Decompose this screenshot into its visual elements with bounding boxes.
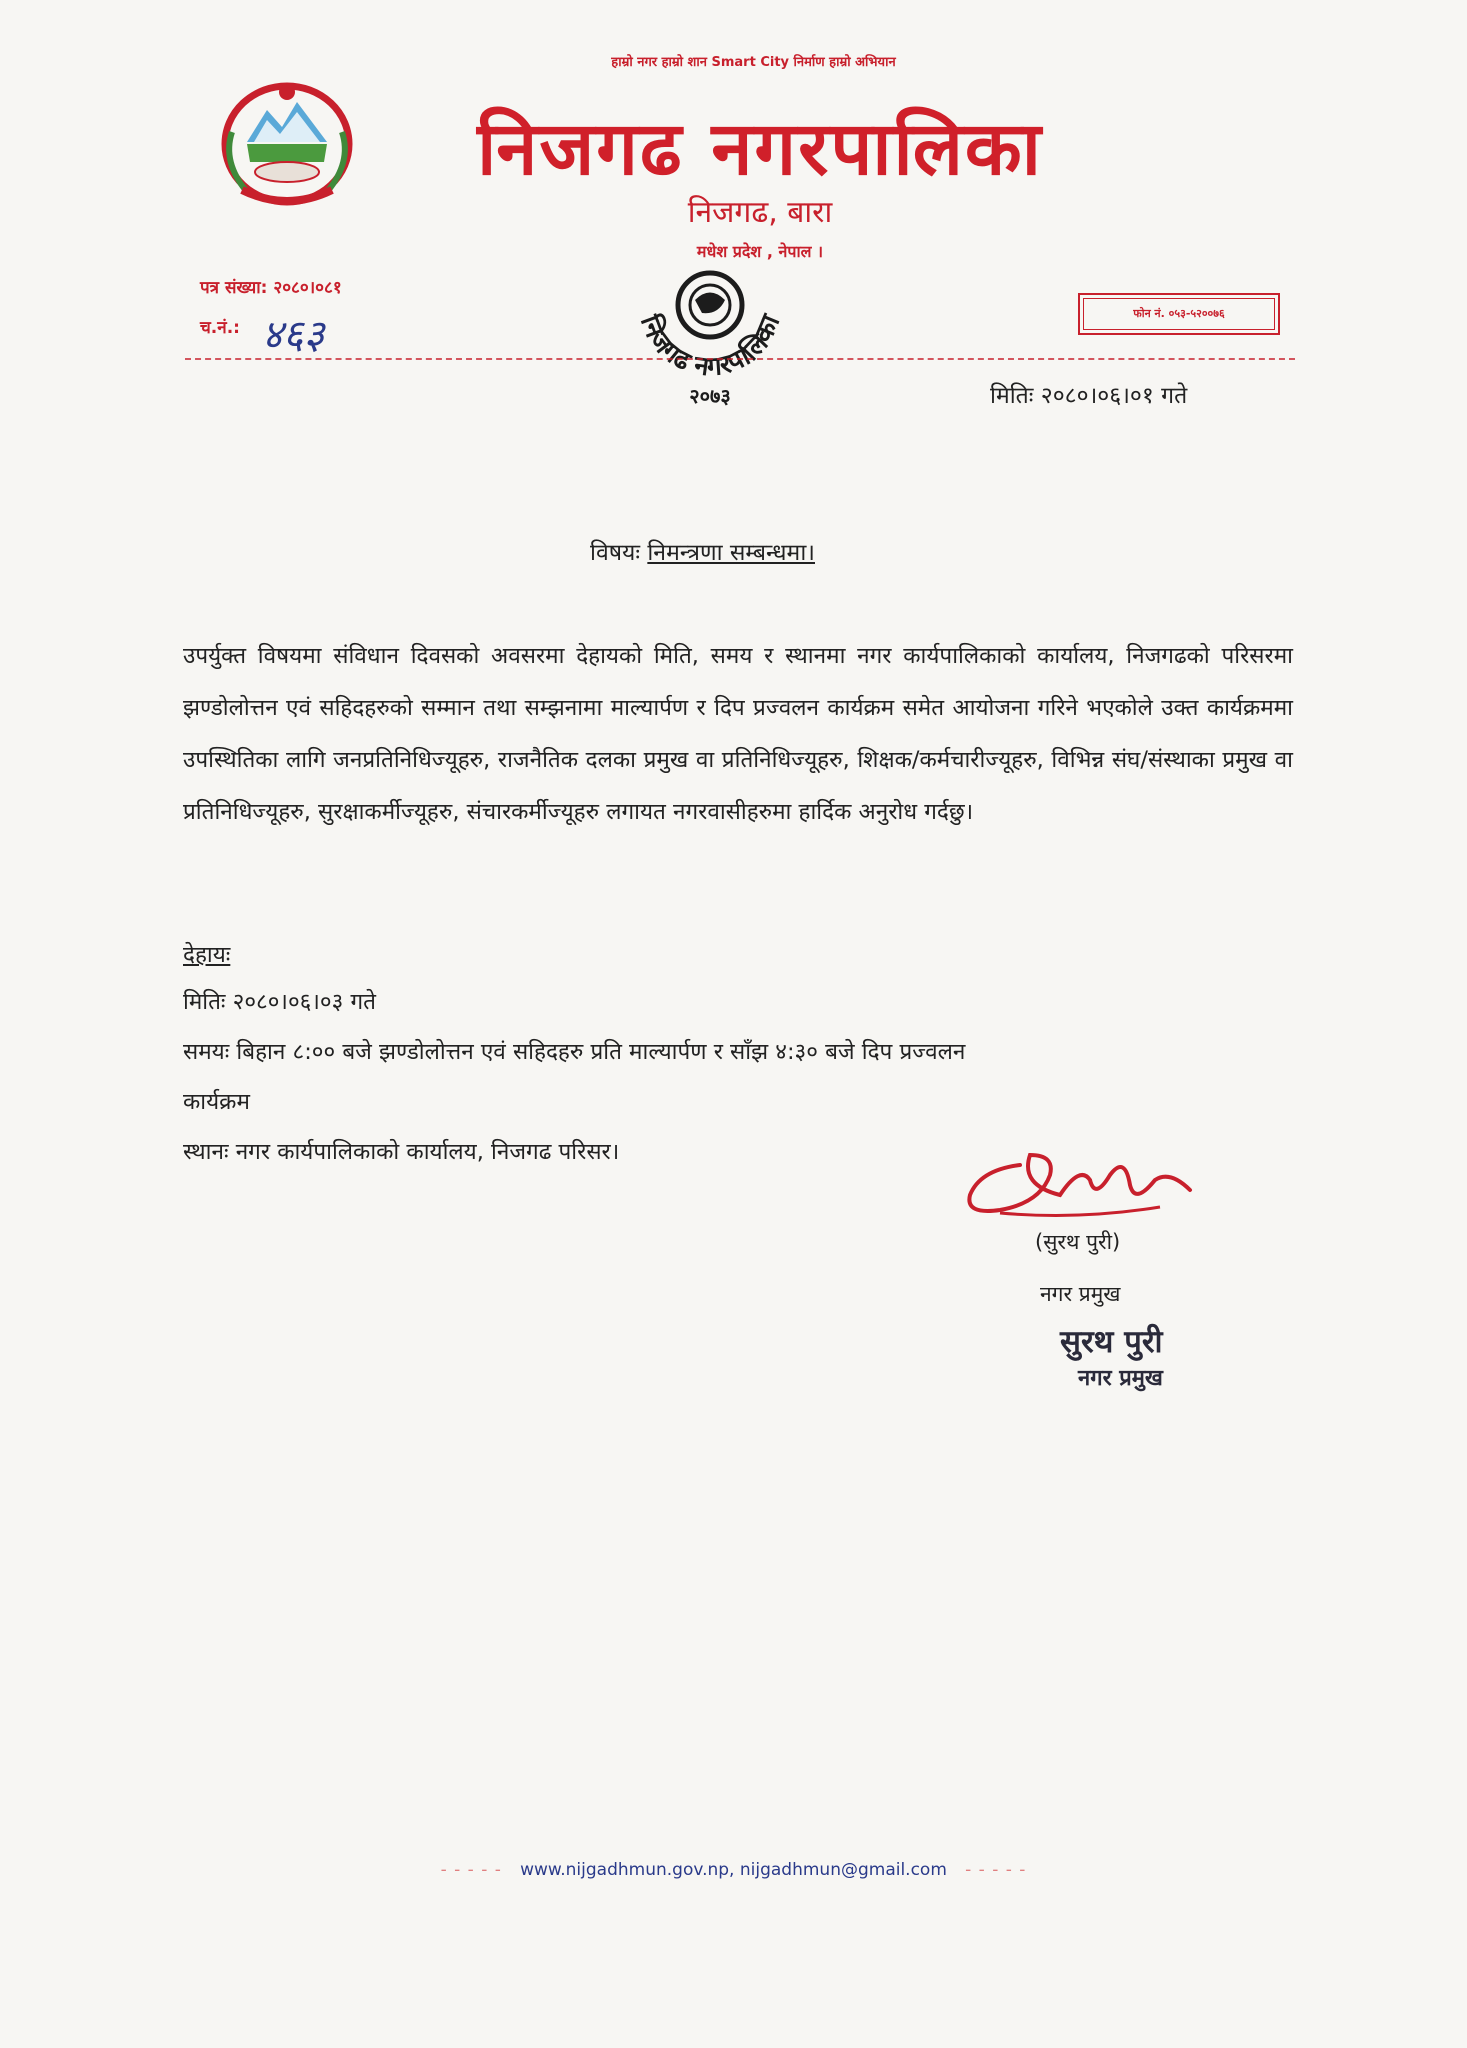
footer	[0, 1860, 1467, 1880]
letter-body: उपर्युक्त विषयमा संविधान दिवसको अवसरमा देहायको मिति, समय र स्थानमा नगर कार्यपालिकाको कार्यालय, निजगढको परिसरमा झण्डोलोत्तन एवं सहिदहरुको सम्मान तथा सम्झनामा माल्यार्पण र दिप प्रज्वलन कार्यक्रम समेत आयोजना गरिने भएकोले उक्त कार्यक्रममा उपस्थितिका लागि जनप्रतिनिधिज्यूहरु, राजनैतिक दलका प्रमुख वा प्रतिनिधिज्यूहरु, शिक्षक/कर्मचारीज्यूहरु, विभिन्न संघ/संस्थाका प्रमुख वा प्रतिनिधिज्यूहरु, सुरक्षाकर्मीज्यूहरु, संचारकर्मीज्यूहरु लगायत नगरवासीहरुमा हार्दिक अनुरोध गर्दछु।	[183, 643, 1293, 825]
municipality-location: निजगढ, बारा	[687, 195, 833, 230]
municipality-title: निजगढ नगरपालिका	[477, 106, 1043, 192]
phone-number: फोन नं. ०५३-५२००७६	[1083, 298, 1275, 330]
footer-dash-right: - - - - -	[952, 1860, 1027, 1880]
stamp-name: सुरथ पुरी	[1060, 1324, 1163, 1360]
dispatch-number: ४६३	[262, 312, 325, 358]
letterhead-divider	[185, 358, 1295, 360]
event-time: समयः बिहान ८:०० बजे झण्डोलोत्तन एवं सहिदहरु प्रति माल्यार्पण र साँझ ४:३० बजे दिप प्रज्वलन	[183, 1039, 966, 1065]
event-date: मितिः २०८०।०६।०३ गते	[183, 989, 376, 1015]
signatory-role: नगर प्रमुख	[1040, 1282, 1121, 1306]
nepal-emblem-icon	[212, 72, 362, 212]
seal-text: निजगढ नगरपालिका	[634, 310, 787, 383]
province-text: मधेश प्रदेश , नेपाल ।	[696, 242, 824, 261]
subject-label: विषयः	[590, 540, 641, 566]
signatory-name: (सुरथ पुरी)	[1035, 1230, 1121, 1254]
stamp-role: नगर प्रमुख	[1078, 1366, 1163, 1391]
municipality-seal-icon	[610, 245, 810, 410]
signature-icon	[960, 1125, 1200, 1235]
letterhead-tagline: हाम्रो नगर हाम्रो शान Smart City निर्माण हाम्रो अभियान	[611, 55, 896, 70]
details-heading: देहायः	[183, 942, 231, 968]
letter-number: पत्र संख्या: २०८०।०८१	[200, 278, 342, 298]
footer-dash-left: - - - - -	[440, 1860, 515, 1880]
footer-contact: www.nijgadhmun.gov.np, nijgadhmun@gmail.com	[520, 1860, 947, 1880]
dispatch-label: च.नं.:	[200, 318, 240, 338]
phone-box	[1078, 293, 1280, 335]
event-place: स्थानः नगर कार्यपालिकाको कार्यालय, निजगढ परिसर।	[183, 1139, 620, 1165]
subject-line	[590, 535, 815, 567]
seal-year: २०७३	[689, 384, 731, 408]
letter-date: मितिः २०८०।०६।०१ गते	[990, 383, 1188, 409]
svg-text:निजगढ नगरपालिका	[634, 310, 787, 383]
subject-text: निमन्त्रणा सम्बन्धमा।	[647, 540, 815, 566]
event-time-continued: कार्यक्रम	[183, 1089, 250, 1115]
